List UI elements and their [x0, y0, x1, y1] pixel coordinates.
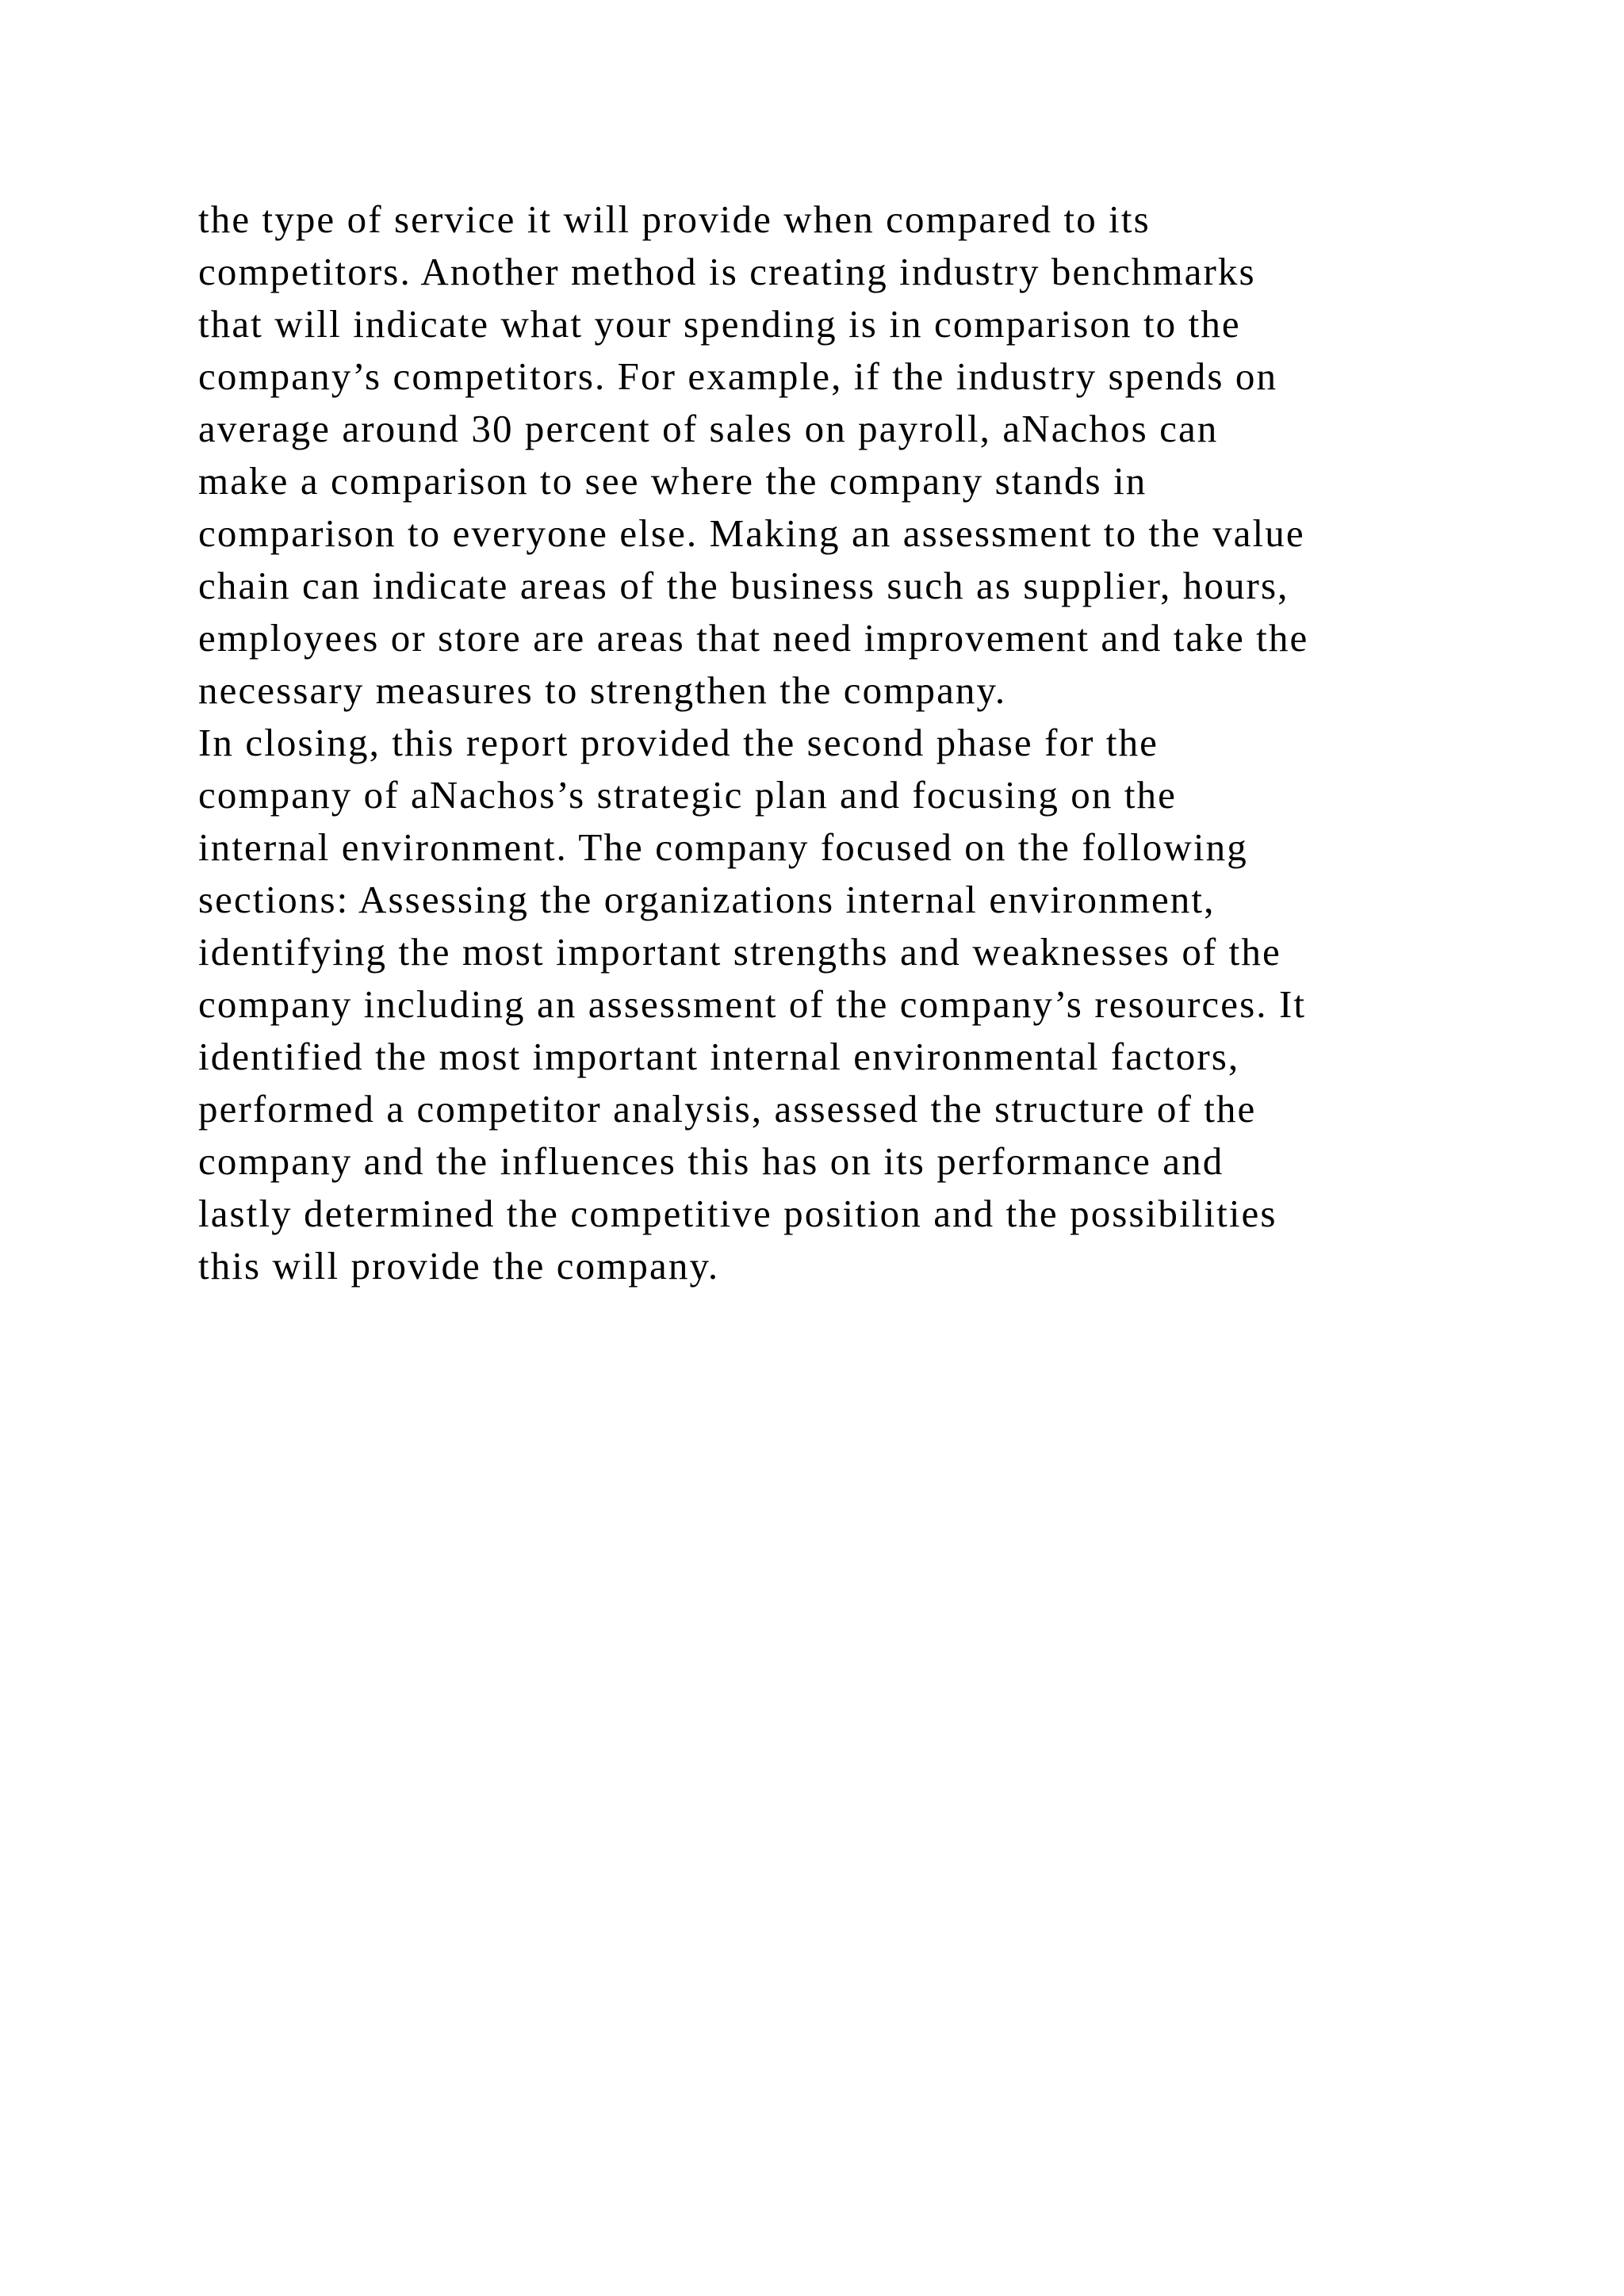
text-line: this will provide the company. [198, 1244, 720, 1288]
text-line: competitors. Another method is creating industry benchmarks [198, 250, 1256, 293]
text-line: performed a competitor analysis, assessed the structure of the [198, 1087, 1257, 1131]
text-line: necessary measures to strengthen the company. [198, 668, 1007, 712]
text-line: internal environment. The company focused on the following [198, 825, 1248, 869]
text-line: company and the influences this has on its performance and [198, 1139, 1224, 1183]
text-line: the type of service it will provide when compared to its [198, 197, 1151, 241]
text-line: company of aNachos’s strategic plan and focusing on the [198, 773, 1178, 817]
text-line: chain can indicate areas of the business such as supplier, hours, [198, 564, 1289, 607]
text-line: identified the most important internal environmental factors, [198, 1035, 1240, 1078]
text-line: lastly determined the competitive position and the possibilities [198, 1192, 1277, 1235]
text-line: employees or store are areas that need improvement and take the [198, 616, 1309, 660]
text-line: company including an assessment of the company’s resources. It [198, 982, 1307, 1026]
body-text [198, 193, 1594, 1292]
text-line: comparison to everyone else. Making an assessment to the value [198, 511, 1305, 555]
text-line: identifying the most important strengths and weaknesses of the [198, 930, 1281, 974]
text-line: that will indicate what your spending is in comparison to the [198, 302, 1241, 346]
text-line: company’s competitors. For example, if the industry spends on [198, 354, 1278, 398]
text-line: average around 30 percent of sales on payroll, aNachos can [198, 407, 1219, 450]
text-line: make a comparison to see where the company stands in [198, 459, 1147, 503]
text-line: sections: Assessing the organizations internal environment, [198, 878, 1216, 921]
text-line: In closing, this report provided the second phase for the [198, 721, 1159, 764]
